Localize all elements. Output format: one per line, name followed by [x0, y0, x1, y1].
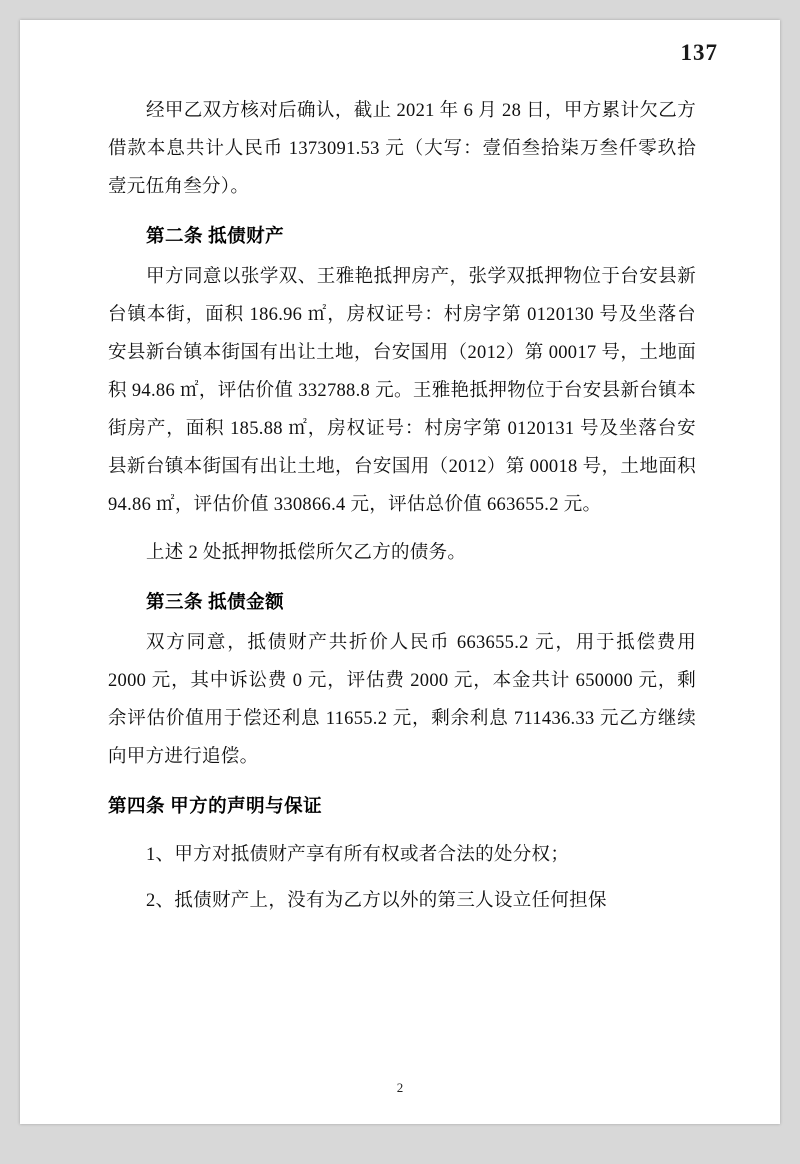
paragraph-debt-confirmation: 经甲乙双方核对后确认，截止 2021 年 6 月 28 日，甲方累计欠乙方借款本息共计人民币 1373091.53 元（大写：壹佰叁拾柒万叁仟零玖拾壹元伍角叁分）。 [108, 101, 696, 197]
paragraph-collateral-details: 甲方同意以张学双、王雅艳抵押房产，张学双抵押物位于台安县新台镇本街，面积 186.96 ㎡，房权证号：村房字第 0120130 号及坐落台安县新台镇本街国有出让土地，台安国用（2012）第 00017 号，土地面积 94.86 ㎡，评估价值 332788.8 元。王雅艳抵押物位于台安县新台镇本街房产，面积 185.88 ㎡，房权证号：村房字第 0120131 号及坐落台安县新台镇本街国有出让土地，台安国用（2012）第 00018 号，土地面积 94.86 ㎡，评估价值 330866.4 元，评估总价值 663655.2 元。 [108, 267, 696, 515]
spacer [108, 526, 696, 534]
footer-page-number: 2 [396, 1080, 404, 1095]
list-item: 1、甲方对抵债财产享有所有权或者合法的处分权； [146, 845, 570, 865]
heading-article-two: 第二条 抵债财产 [146, 227, 285, 247]
spacer [108, 828, 696, 836]
paragraph-collateral-summary: 上述 2 处抵押物抵偿所欠乙方的债务。 [146, 543, 467, 563]
heading-article-three: 第三条 抵债金额 [146, 593, 285, 613]
page-content [108, 92, 696, 920]
paragraph-debt-amount: 双方同意，抵债财产共折价人民币 663655.2 元，用于抵偿费用 2000 元，其中诉讼费 0 元，评估费 2000 元，本金共计 650000 元，剩余评估价值用于偿还利息 11655.2 元，剩余利息 711436.33 元乙方继续向甲方进行追偿。 [108, 633, 696, 767]
spacer [108, 874, 696, 882]
document-page [20, 20, 780, 1124]
heading-article-four: 第四条 甲方的声明与保证 [108, 797, 323, 817]
list-item: 2、抵债财产上，没有为乙方以外的第三人设立任何担保 [146, 891, 607, 911]
page-corner-number: 137 [680, 40, 718, 65]
